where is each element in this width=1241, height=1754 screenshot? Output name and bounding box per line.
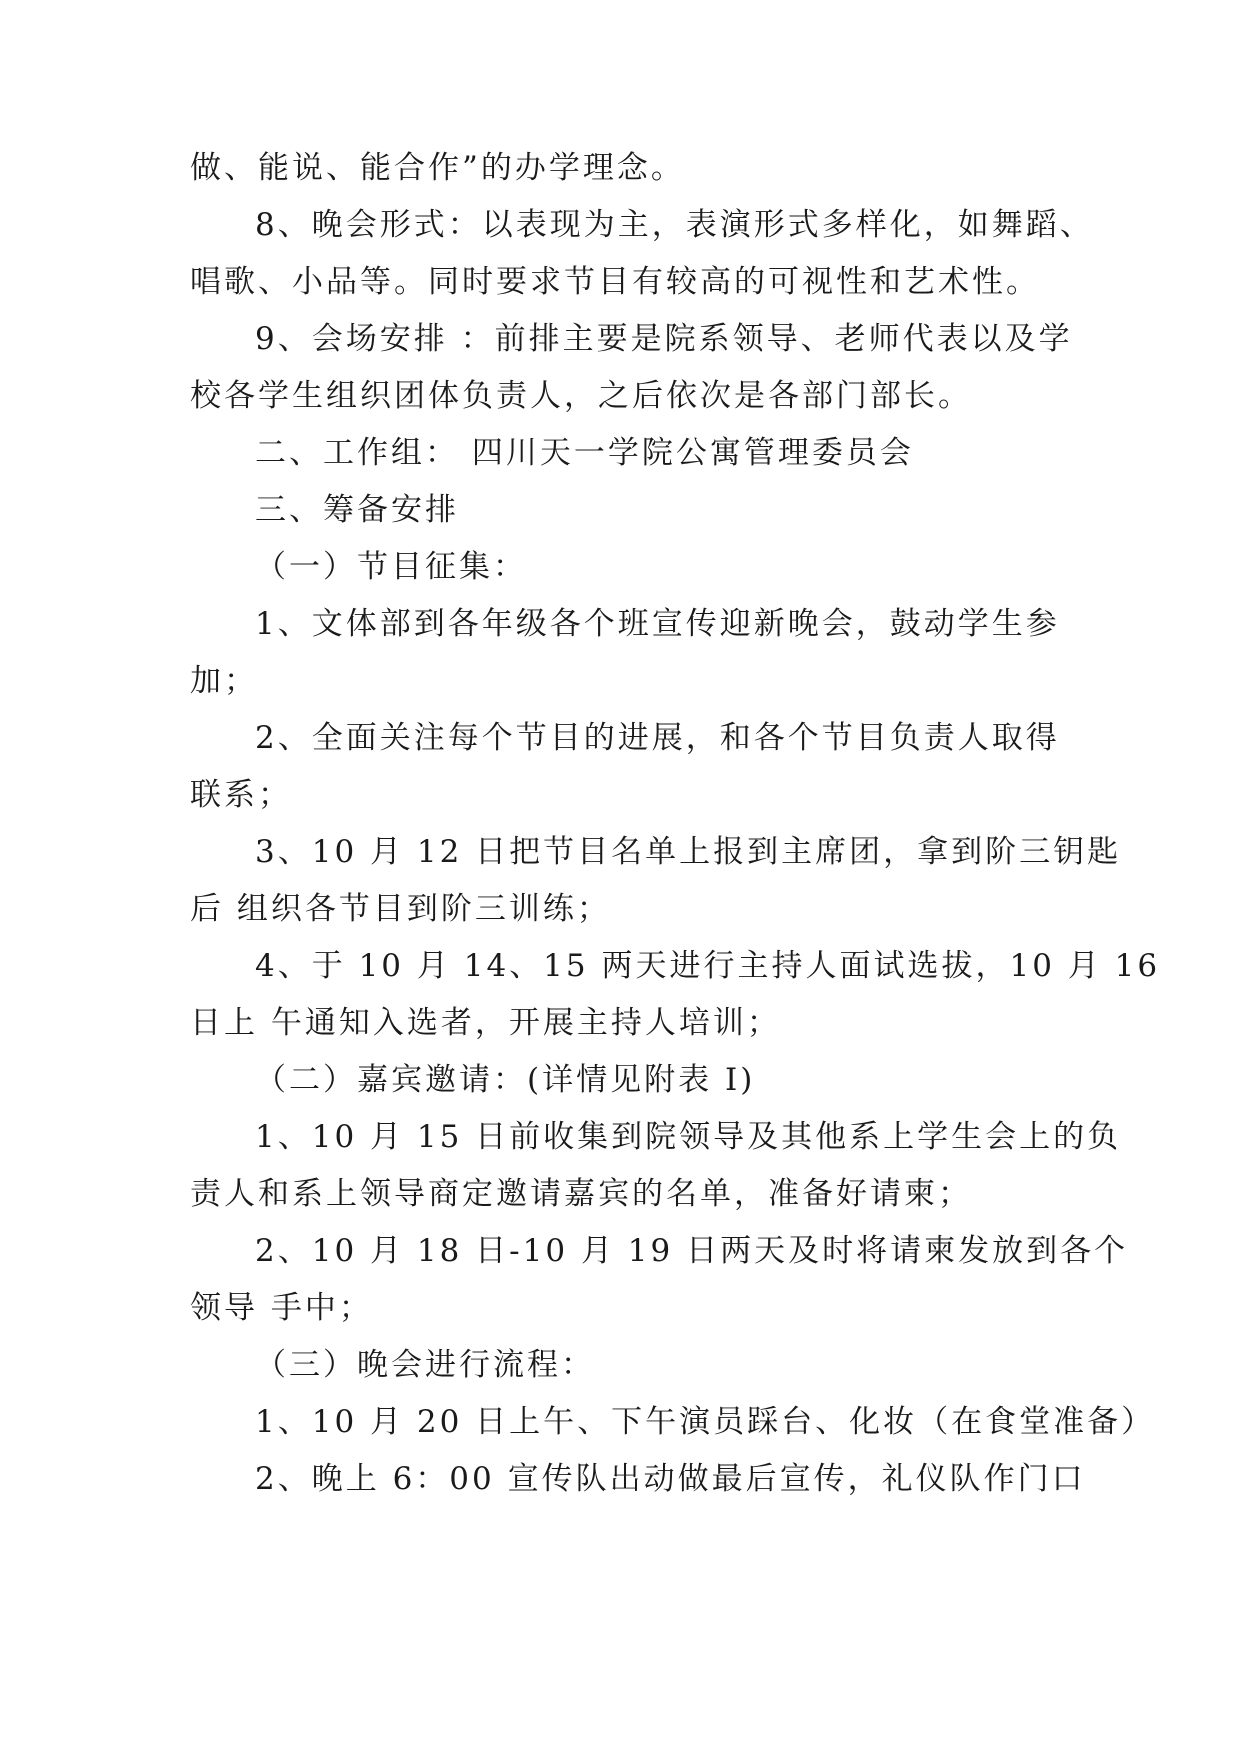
text-line-11: 2、全面关注每个节目的进展，和各个节目负责人取得 <box>255 720 1060 756</box>
text-line-14: 后 组织各节目到阶三训练； <box>190 891 611 927</box>
text-line-5: 校各学生组织团体负责人，之后依次是各部门部长。 <box>190 378 972 414</box>
text-line-16: 日上 午通知入选者，开展主持人培训； <box>190 1005 781 1041</box>
subsection-heading-evening-process: （三）晚会进行流程： <box>255 1347 595 1383</box>
text-line-9: 1、文体部到各年级各个班宣传迎新晚会，鼓动学生参 <box>255 606 1060 642</box>
subsection-heading-guest-invitation: （二）嘉宾邀请：(详情见附表 I) <box>255 1062 756 1098</box>
text-line-2: 8、晚会形式：以表现为主，表演形式多样化，如舞蹈、 <box>255 207 1094 243</box>
text-line-13: 3、10 月 12 日把节目名单上报到主席团，拿到阶三钥匙 <box>255 834 1122 870</box>
text-line-4: 9、会场安排 ：前排主要是院系领导、老师代表以及学 <box>255 321 1073 357</box>
text-line-18: 1、10 月 15 日前收集到院领导及其他系上学生会上的负 <box>255 1119 1122 1155</box>
text-line-15: 4、于 10 月 14、15 两天进行主持人面试选拔，10 月 16 <box>255 948 1161 984</box>
section-heading-preparation: 三、筹备安排 <box>255 492 459 528</box>
text-line-23: 1、10 月 20 日上午、下午演员踩台、化妆（在食堂准备） <box>255 1404 1156 1440</box>
text-line-24: 2、晚上 6：00 宣传队出动做最后宣传，礼仪队作门口 <box>255 1461 1086 1497</box>
text-line-12: 联系； <box>190 777 292 813</box>
text-line-20: 2、10 月 18 日-10 月 19 日两天及时将请柬发放到各个 <box>255 1233 1129 1269</box>
text-line-19: 责人和系上领导商定邀请嘉宾的名单，准备好请柬； <box>190 1176 972 1212</box>
subsection-heading-program-collection: （一）节目征集： <box>255 549 527 585</box>
text-line-1: 做、能说、能合作”的办学理念。 <box>190 150 685 186</box>
section-heading-work-group: 二、工作组： 四川天一学院公寓管理委员会 <box>255 435 914 471</box>
text-line-21: 领导 手中； <box>190 1290 373 1326</box>
text-line-3: 唱歌、小品等。同时要求节目有较高的可视性和艺术性。 <box>190 264 1040 300</box>
text-line-10: 加； <box>190 663 258 699</box>
